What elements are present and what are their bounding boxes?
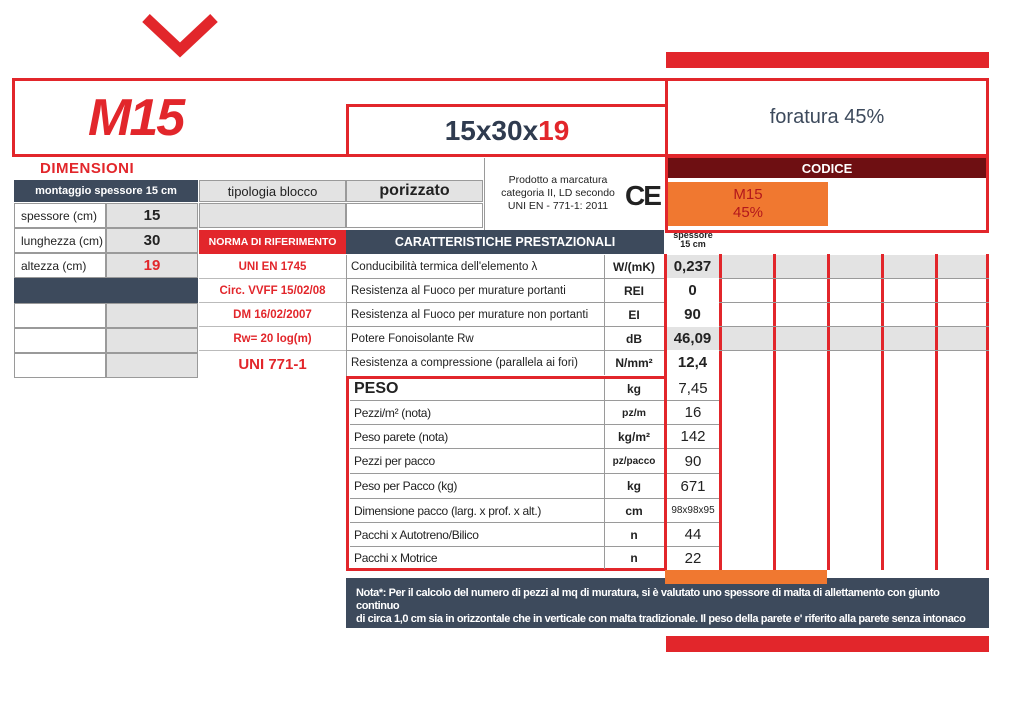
peso-value: 22 [684, 549, 702, 567]
peso-label: Pacchi x Motrice [354, 551, 438, 565]
tipologia-empty [199, 203, 346, 228]
caratteristiche-title: CARATTERISTICHE PRESTAZIONALI [346, 230, 664, 254]
prop-label: Conducibilità termica dell'elemento λ [346, 255, 604, 279]
grid-row-line [719, 350, 989, 351]
nota-line: di circa 1,0 cm sia in orizzontale che in verticale con malta tradizionale. Il peso della parete e' riferito alla parete senza intonaco [356, 613, 966, 625]
norma-item: UNI EN 1745 [199, 255, 346, 279]
dim-empty-cell [106, 328, 198, 353]
dim-value: 30 [106, 228, 198, 253]
peso-unit: n [630, 551, 638, 565]
prop-col-line [604, 255, 605, 375]
peso-unit: kg/m² [604, 425, 664, 449]
peso-value: 44 [667, 523, 719, 547]
codice-title: CODICE [668, 158, 986, 178]
peso-unit: pz/m [604, 401, 664, 425]
dim-empty-cell [14, 353, 106, 378]
top-red-bar [666, 52, 989, 68]
codice-line: 45% [732, 204, 764, 221]
prop-left-line [346, 255, 347, 376]
model-title: M15 [88, 89, 184, 147]
prop-label: Resistenza al Fuoco per murature portanti [346, 279, 604, 303]
peso-label: Pacchi x Autotreno/Bilico [350, 523, 604, 547]
prop-unit: dB [604, 327, 664, 351]
grid-row-line [719, 302, 989, 303]
codice-value [668, 182, 828, 226]
dim-label: lunghezza (cm) [14, 228, 106, 253]
grid-row-line [719, 278, 989, 279]
tipologia-label: tipologia blocco [199, 180, 346, 202]
dim-label: altezza (cm) [14, 253, 106, 278]
marcatura-line: UNI EN - 771-1: 2011 [507, 200, 609, 212]
prop-unit: N/mm² [615, 356, 653, 370]
dim-dark-cell [106, 278, 198, 303]
spessore-header-line: spessore [673, 230, 713, 240]
norma-item: Rw= 20 log(m) [199, 327, 346, 351]
peso-unit: cm [604, 499, 664, 523]
peso-unit: n [604, 523, 664, 547]
dim-value: 19 [106, 253, 198, 278]
prop-value: 46,09 [666, 327, 719, 350]
prop-value: 0 [688, 282, 697, 299]
marcatura-line: categoria II, LD secondo [501, 187, 615, 199]
size-box [346, 104, 668, 157]
nota-line: Nota*: Per il calcolo del numero di pezzi al mq di muratura, si è valutato uno spessore di malta di allettamento con giunto continuo [356, 587, 940, 612]
grid-row-shade [719, 327, 989, 350]
nota-box [346, 578, 989, 628]
dim-empty-cell [14, 328, 106, 353]
tipologia-empty [346, 203, 483, 228]
peso-unit: pz/pacco [604, 449, 664, 474]
dim-value: 15 [106, 203, 198, 228]
marcatura-line: Prodotto a marcatura [508, 174, 608, 186]
norma-title: NORMA DI RIFERIMENTO [199, 230, 346, 254]
norma-item: Circ. VVFF 15/02/08 [199, 279, 346, 303]
size-suffix: 19 [538, 114, 570, 146]
prop-label: Resistenza a compressione (parallela ai fori) [351, 357, 578, 369]
size-prefix: 15x30x [444, 114, 539, 146]
empty-grid [719, 254, 989, 570]
peso-label: PESO [350, 377, 604, 401]
prop-value: 12,4 [677, 354, 708, 371]
prop-value: 90 [684, 306, 701, 323]
dim-empty-cell [106, 303, 198, 328]
peso-value: 90 [667, 449, 719, 474]
orange-bar-front [665, 570, 827, 584]
grid-row-shade [719, 255, 989, 278]
prop-label: Potere Fonoisolante Rw [346, 327, 604, 351]
marcatura-text [493, 174, 623, 213]
spessore-header [668, 231, 718, 249]
peso-unit: kg [604, 474, 664, 499]
codice-line: M15 [733, 186, 763, 203]
prop-unit: EI [604, 303, 664, 327]
dim-label: spessore (cm) [14, 203, 106, 228]
peso-label: Peso parete (nota) [350, 425, 604, 449]
prop-label: Resistenza al Fuoco per murature non portanti [346, 303, 604, 327]
chevron-down-icon [140, 10, 220, 60]
foratura-box: foratura 45% [665, 78, 989, 157]
dimensioni-title: DIMENSIONI [40, 160, 135, 177]
prop-value: 0,237 [666, 255, 719, 278]
dim-dark-cell [14, 278, 106, 303]
bottom-red-bar [666, 636, 989, 652]
peso-label: Peso per Pacco (kg) [350, 474, 604, 499]
peso-value: 7,45 [667, 377, 719, 401]
norma-item: DM 16/02/2007 [199, 303, 346, 327]
peso-value: 16 [667, 401, 719, 425]
prop-unit: REI [604, 279, 664, 303]
dim-empty-cell [14, 303, 106, 328]
grid-row-line [719, 326, 989, 327]
dim-empty-cell [106, 353, 198, 378]
peso-value: 671 [667, 474, 719, 499]
peso-unit: kg [604, 377, 664, 401]
prop-unit: W/(mK) [604, 255, 664, 279]
peso-value: 98x98x95 [667, 499, 719, 523]
peso-value: 142 [667, 425, 719, 449]
tipologia-value: porizzato [346, 180, 483, 202]
montaggio-header: montaggio spessore 15 cm [14, 180, 198, 202]
ce-mark: CE [625, 180, 660, 211]
peso-label: Pezzi per pacco [350, 449, 604, 474]
norma-item: UNI 771-1 [238, 355, 307, 373]
peso-col-line [604, 379, 605, 569]
marcatura-box [484, 158, 664, 230]
peso-label: Dimensione pacco (larg. x prof. x alt.) [350, 499, 604, 523]
peso-label: Pezzi/m² (nota) [350, 401, 604, 425]
spessore-header-line: 15 cm [680, 239, 706, 249]
